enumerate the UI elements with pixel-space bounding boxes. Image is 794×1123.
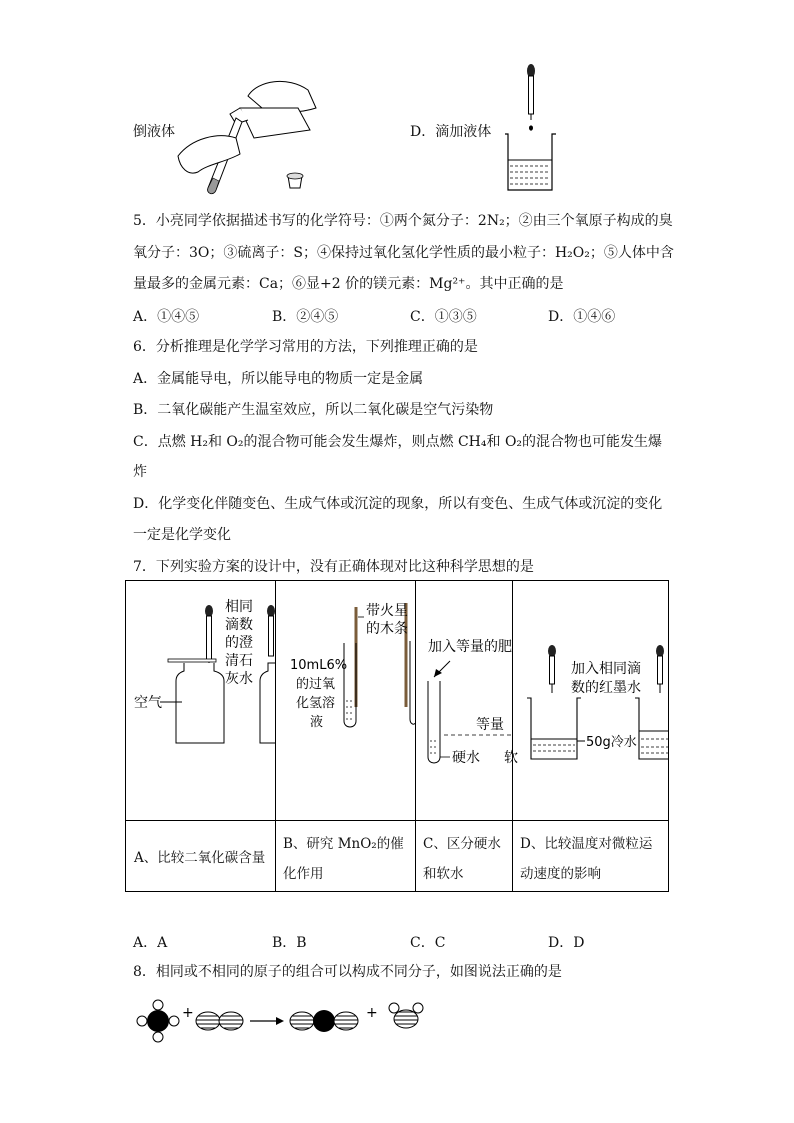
caption-b-1: B、研究 MnO₂的催 [283,836,404,852]
caption-d-2: 动速度的影响 [520,866,601,882]
q5-line-1: 5．小亮同学依据描述书写的化学符号：①两个氮分子：2N₂；②由三个氧原子构成的臭 [133,213,673,229]
q6-option-c[interactable]: C．点燃 H₂和 O₂的混合物可能会发生爆炸，则点燃 CH₄和 O₂的混合物也可能发生爆 [133,434,663,450]
fig-d-label-2: 数的红墨水 [571,680,641,696]
fig-c-label-1: 加入等量的肥 [428,639,512,655]
q6-stem: 6．分析推理是化学学习常用的方法，下列推理正确的是 [133,339,478,355]
q8-stem: 8．相同或不相同的原子的组合可以构成不同分子，如图说法正确的是 [133,964,562,980]
figure-b-mno2 [276,581,415,820]
fig-b-label-m1: 10mL6% [290,658,348,673]
q5-option-c[interactable]: C．①③⑤ [410,309,477,325]
fig-a-label-3: 的澄 [225,635,253,651]
q7-stem: 7．下列实验方案的设计中，没有正确体现对比这种科学思想的是 [133,559,534,575]
figure-a-co2 [126,581,275,820]
fig-d-cold-water-label: 50g冷水 [586,735,637,750]
q8-plus-1: + [182,1005,194,1021]
caption-c-2: 和软水 [423,866,464,882]
q5-line-2: 氧分子：3O；③硫离子：S；④保持过氧化氢化学性质的最小粒子：H₂O₂；⑤人体中含 [133,245,674,261]
q5-option-d[interactable]: D．①④⑥ [548,309,616,325]
q5-line-3: 量最多的金属元素：Ca；⑥显+2 价的镁元素：Mg²⁺。其中正确的是 [133,276,564,292]
fig-a-label-2: 滴数 [225,617,253,633]
fig-c-equal-label: 等量 [476,717,504,733]
drop-liquid-label: D．滴加液体 [410,124,492,140]
caption-d-1: D、比较温度对微粒运 [520,836,653,852]
q7-option-b[interactable]: B．B [272,935,307,951]
fig-a-label-1: 相同 [225,599,253,615]
q8-molecule-reaction [128,994,438,1044]
q7-option-d[interactable]: D．D [548,935,585,951]
caption-c-1: C、区分硬水 [423,836,501,852]
q6-option-c-cont: 炸 [133,464,147,480]
figure-c-hard-water [416,581,518,820]
fig-b-label-m4: 液 [310,715,324,730]
q6-option-b[interactable]: B．二氧化碳能产生温室效应，所以二氧化碳是空气污染物 [133,402,494,418]
q6-option-d[interactable]: D．化学变化伴随变色、生成气体或沉淀的现象，所以有变色、生成气体或沉淀的变化 [133,496,663,512]
q8-plus-2: + [366,1005,378,1021]
fig-b-label-m2: 的过氧 [296,677,336,692]
pour-liquid-label: 倒液体 [133,124,175,140]
fig-a-label-5: 灰水 [225,671,253,687]
q7-option-c[interactable]: C．C [410,935,446,951]
fig-d-label-1: 加入相同滴 [571,661,641,677]
fig-c-soft-water-label: 软 [504,750,518,766]
fig-b-label-m3: 化氢溶 [296,696,336,711]
q6-option-a[interactable]: A．金属能导电，所以能导电的物质一定是金属 [133,371,424,387]
caption-b-2: 化作用 [283,866,324,882]
pour-liquid-figure [178,68,328,196]
q7-experiment-table [125,580,669,892]
fig-b-label-1: 带火星 [366,603,408,619]
q5-option-b[interactable]: B．②④⑤ [272,309,339,325]
fig-a-air-label: 空气 [134,695,162,711]
figure-d-ink [513,581,668,820]
q6-option-d-cont: 一定是化学变化 [133,527,231,543]
q7-option-a[interactable]: A．A [133,935,168,951]
fig-b-label-2: 的木条 [366,621,408,637]
q5-option-a[interactable]: A．①④⑤ [133,309,200,325]
caption-a: A、比较二氧化碳含量 [134,850,266,866]
fig-a-label-4: 清石 [225,653,253,669]
fig-c-hard-water-label: 硬水 [452,750,480,766]
drop-liquid-figure [500,62,560,196]
